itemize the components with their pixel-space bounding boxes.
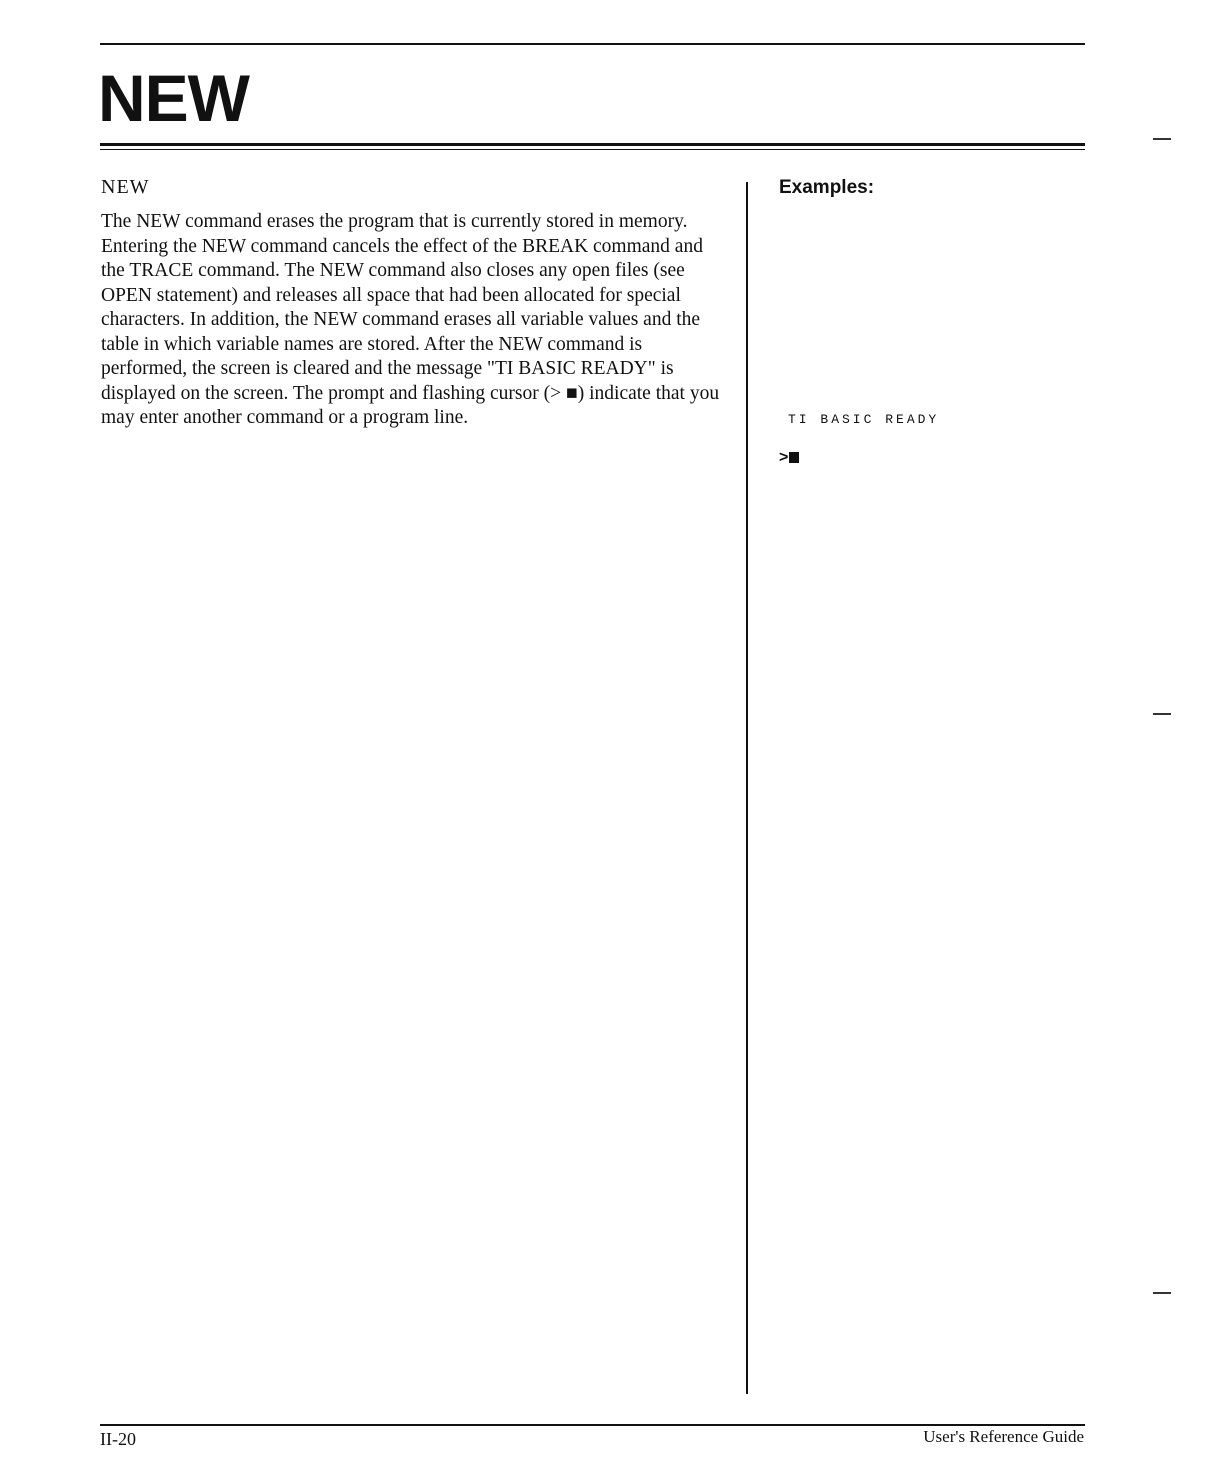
page-number: II-20 <box>100 1429 136 1449</box>
book-title: User's Reference Guide <box>923 1427 1084 1446</box>
cursor-block-icon <box>789 452 799 463</box>
examples-heading: Examples: <box>779 177 875 198</box>
top-rule <box>100 43 1085 45</box>
prompt-symbol: > <box>779 449 789 466</box>
title-rule-thick <box>100 143 1085 146</box>
margin-mark <box>1153 1292 1171 1294</box>
screen-message: TI BASIC READY <box>788 412 940 427</box>
command-syntax: NEW <box>101 176 150 198</box>
margin-mark <box>1153 713 1171 715</box>
column-divider <box>746 182 748 1394</box>
margin-mark <box>1153 138 1171 140</box>
prompt-line <box>779 448 799 468</box>
page-title: NEW <box>98 61 249 135</box>
command-description: The NEW command erases the program that is currently stored in memory. Entering the NEW command cancels the effect of the BREAK command and the TRACE command. The NEW command also closes any open files (see OPEN statement) and releases all space that had been allocated for special characters. In addition, the NEW command erases all variable values and the table in which variable names are stored. After the NEW command is performed, the screen is cleared and the message "TI BASIC READY" is displayed on the screen. The prompt and flashing cursor (> ■) indicate that you may enter another command or a program line. <box>101 211 720 428</box>
title-rule-thin <box>100 149 1085 150</box>
